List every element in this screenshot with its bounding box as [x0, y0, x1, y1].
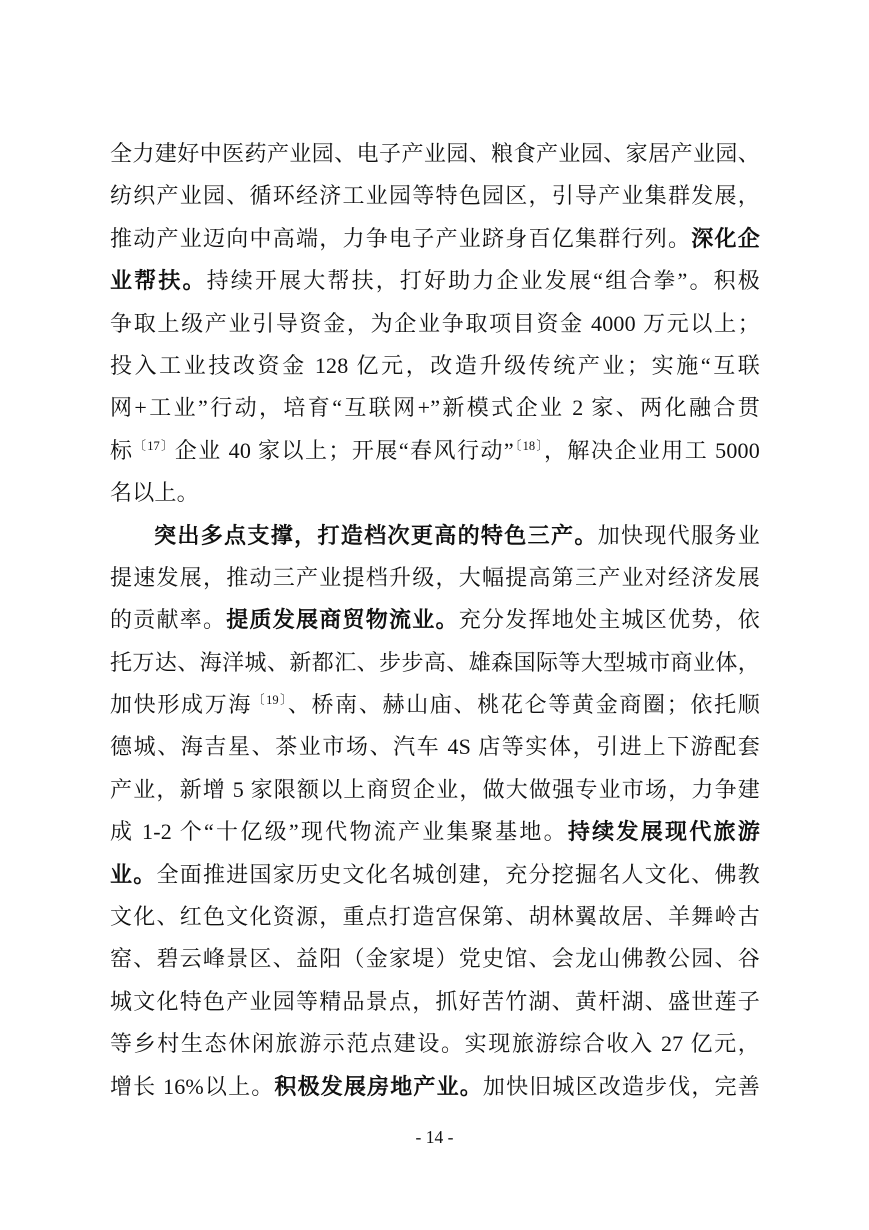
- text-line: [110, 811, 760, 853]
- text-run: 企业 40 家以上；开展“春风行动”: [174, 437, 514, 463]
- page-footer: [0, 1125, 869, 1149]
- text-run: 全力建好中医药产业园、电子产业园、粮食产业园、家居产业园、: [110, 141, 760, 166]
- footnote-ref: 〔18〕: [513, 438, 544, 453]
- text-line: [110, 557, 760, 599]
- text-run: 产业，新增 5 家限额以上商贸企业，做大做强专业市场，力争建: [110, 776, 760, 802]
- text-run: 等乡村生态休闲旅游示范点建设。实现旅游综合收入 27 亿元，: [110, 1031, 760, 1057]
- text-run: 投入工业技改资金 128 亿元，改造升级传统产业；实施“互联: [110, 352, 760, 378]
- text-run: 网+工业”行动，培育“互联网+”新模式企业 2 家、两化融合贯: [110, 395, 760, 421]
- text-run: 德城、海吉星、茶业市场、汽车 4S 店等实体，引进上下游配套: [110, 734, 760, 760]
- section-heading-run: 深化企: [691, 225, 760, 251]
- text-line: [110, 1066, 760, 1108]
- text-run: 持续开展大帮扶，打好助力企业发展“组合拳”。积极: [206, 268, 760, 294]
- section-heading-run: 持续发展现代旅游: [567, 819, 760, 845]
- text-run: 推动产业迈向中高端，力争电子产业跻身百亿集群行列。: [110, 225, 692, 251]
- text-run: 名以上。: [110, 480, 199, 506]
- text-run: 争取上级产业引导资金，为企业争取项目资金 4000 万元以上；: [110, 310, 760, 336]
- text-run: 的贡献率。: [110, 607, 227, 633]
- text-run: 加快现代服务业: [597, 522, 760, 548]
- section-heading-run: 突出多点支撑，打造档次更高的特色三产。: [154, 522, 598, 548]
- text-line: [110, 896, 760, 938]
- text-run: 加快旧城区改造步伐，完善: [482, 1073, 760, 1099]
- text-run: ，解决企业用工 5000: [543, 437, 760, 463]
- footnote-ref: 〔19〕: [252, 693, 288, 708]
- text-line: [110, 175, 760, 217]
- text-line: [110, 981, 760, 1023]
- text-run: 成 1-2 个“十亿级”现代物流产业集聚基地。: [110, 819, 568, 845]
- document-body: [110, 133, 760, 1108]
- text-line: [110, 515, 760, 557]
- text-line: [110, 260, 760, 302]
- section-heading-run: 业帮扶。: [110, 268, 207, 294]
- text-line: [110, 769, 760, 811]
- text-run: 全面推进国家历史文化名城创建，充分挖掘名人文化、佛教: [156, 861, 761, 887]
- text-run: 窑、碧云峰景区、益阳（金家堤）党史馆、会龙山佛教公园、谷: [110, 946, 760, 972]
- text-run: 充分发挥地处主城区优势，依: [458, 607, 760, 633]
- text-run: 纺织产业园、循环经济工业园等特色园区，引导产业集群发展，: [110, 183, 760, 209]
- text-line: [110, 303, 760, 345]
- section-heading-run: 业。: [110, 861, 157, 887]
- text-line: [110, 430, 760, 472]
- text-line: [110, 345, 760, 387]
- text-run: 加快形成万海: [110, 692, 253, 718]
- footnote-ref: 〔17〕: [133, 438, 175, 453]
- text-line: [110, 599, 760, 641]
- text-line: [110, 472, 760, 514]
- text-run: 标: [110, 437, 134, 463]
- page-number: - 14 -: [415, 1127, 454, 1147]
- text-line: [110, 133, 760, 175]
- text-run: 城文化特色产业园等精品景点，抓好苦竹湖、黄杆湖、盛世莲子: [110, 988, 760, 1014]
- text-run: 文化、红色文化资源，重点打造宫保第、胡林翼故居、羊舞岭古: [110, 904, 760, 930]
- text-line: [110, 684, 760, 726]
- text-run: 托万达、海洋城、新都汇、步步高、雄森国际等大型城市商业体，: [110, 649, 760, 675]
- text-line: [110, 938, 760, 980]
- text-line: [110, 218, 760, 260]
- text-run: 增长 16%以上。: [110, 1073, 275, 1099]
- text-line: [110, 854, 760, 896]
- text-line: [110, 726, 760, 768]
- text-run: 、桥南、赫山庙、桃花仑等黄金商圈；依托顺: [287, 692, 760, 718]
- section-heading-run: 积极发展房地产业。: [274, 1073, 483, 1099]
- text-run: 提速发展，推动三产业提档升级，大幅提高第三产业对经济发展: [110, 564, 760, 590]
- text-line: [110, 642, 760, 684]
- text-line: [110, 1023, 760, 1065]
- text-line: [110, 387, 760, 429]
- section-heading-run: 提质发展商贸物流业。: [226, 607, 459, 633]
